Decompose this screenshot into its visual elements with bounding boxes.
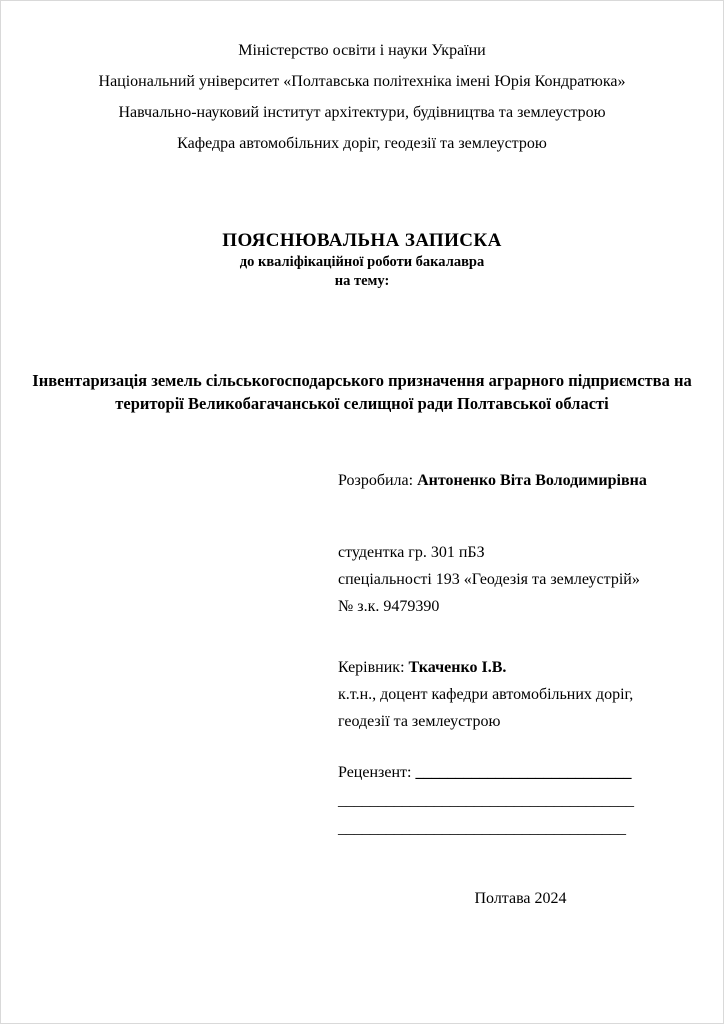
university-line: Національний університет «Полтавська політехніка імені Юрія Кондратюка» [98, 73, 626, 90]
doc-subtitle-topic-label: на тему: [334, 273, 390, 289]
thesis-topic-title: Інвентаризація земель сільськогосподарського призначення аграрного підприємства на території Великобагачанської селищної ради Полтавської області [32, 371, 692, 413]
reviewer-block [338, 759, 703, 843]
student-group-line: студентка гр. 301 пБЗ [338, 544, 485, 561]
supervisor-department-line: геодезії та землеустрою [338, 713, 501, 730]
doc-title-block [1, 229, 723, 291]
footer-city-year: Полтава 2024 [474, 890, 567, 907]
reviewer-label: Рецензент: [338, 764, 416, 781]
supervisor-label: Керівник: [338, 659, 409, 676]
developer-line [338, 471, 703, 491]
reviewer-line [338, 759, 703, 787]
developer-name: Антоненко Віта Володимирівна [417, 472, 647, 489]
doc-subtitle: до кваліфікаційної роботи бакалавра [239, 254, 485, 270]
supervisor-line [338, 654, 703, 681]
department-line: Кафедра автомобільних доріг, геодезії та землеустрою [177, 135, 547, 152]
institute-line: Навчально-науковий інститут архітектури, будівництва та землеустрою [118, 104, 606, 121]
ministry-line: Міністерство освіти і науки України [238, 42, 486, 59]
supervisor-degree-line: к.т.н., доцент кафедри автомобільних доріг, [338, 686, 634, 703]
reviewer-underline: ___________________________ [415, 764, 632, 781]
doc-title: ПОЯСНЮВАЛЬНА ЗАПИСКА [222, 230, 502, 251]
supervisor-name: Ткаченко І.В. [408, 659, 507, 676]
developer-label: Розробила: [338, 472, 418, 489]
student-record-number-line: № з.к. 9479390 [338, 598, 440, 615]
header-block [1, 1, 723, 159]
blank-signature-line: _____________________________________ [338, 792, 634, 809]
student-info-block [338, 539, 703, 620]
student-speciality-line: спеціальності 193 «Геодезія та землеустрій» [338, 571, 640, 588]
blank-signature-line: ____________________________________ [338, 820, 626, 837]
supervisor-block [338, 654, 703, 735]
credits-block [338, 471, 723, 909]
